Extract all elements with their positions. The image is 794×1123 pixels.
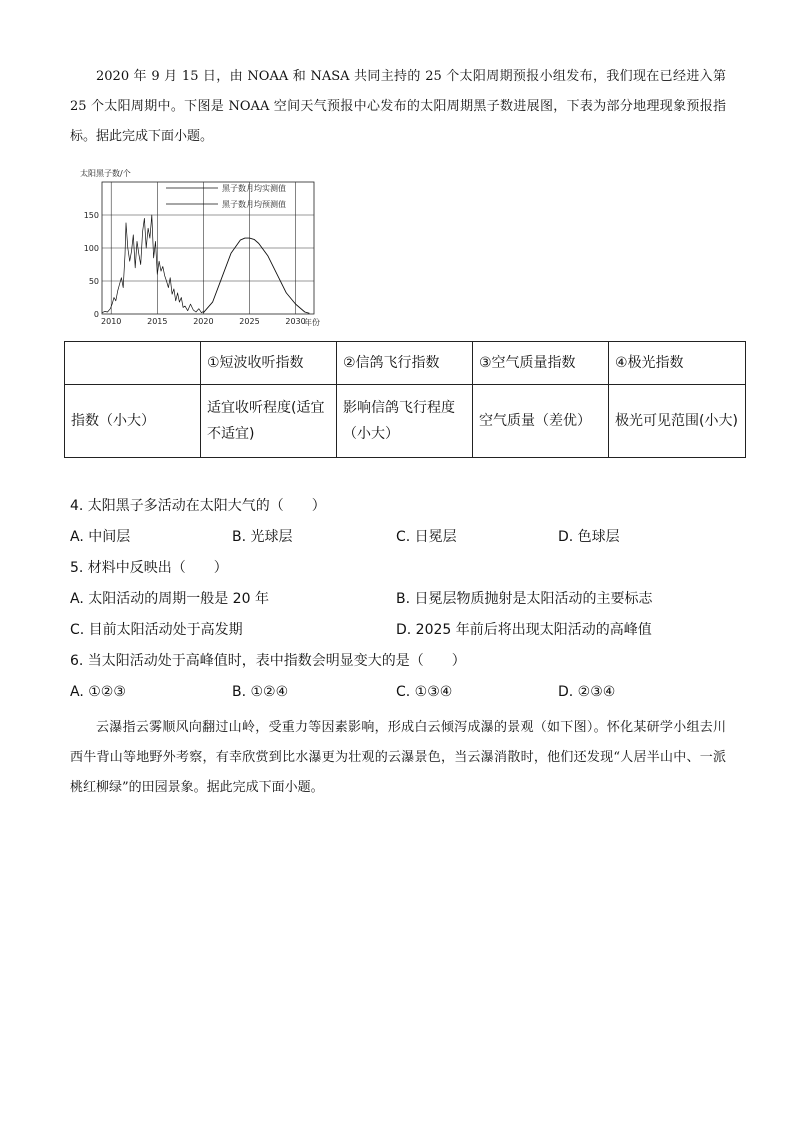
- table-cell: ①短波收听指数: [201, 342, 337, 385]
- chart-xlabel: 年份: [304, 318, 320, 327]
- option-d[interactable]: D. ②③④: [558, 684, 616, 700]
- series-line-predicted: [203, 238, 309, 313]
- table-cell: ④极光指数: [609, 342, 746, 385]
- option-b[interactable]: B. ①②④: [232, 684, 289, 700]
- table-cell: 指数（小大）: [65, 385, 201, 458]
- question-5-stem: 5. 材料中反映出（ ）: [70, 560, 228, 576]
- option-b[interactable]: B. 光球层: [232, 529, 293, 545]
- y-tick-labels: [84, 211, 99, 319]
- table-cell: 适宜收听程度(适宜不适宜): [201, 385, 337, 458]
- question-4-stem: 4. 太阳黑子多活动在太阳大气的（ ）: [70, 498, 326, 514]
- table-cell: 空气质量（差优）: [473, 385, 609, 458]
- x-tick-label: 2015: [147, 317, 168, 326]
- legend-label-predicted: 黑子数月均预测值: [222, 200, 286, 209]
- question-6-options: [70, 682, 730, 702]
- option-d[interactable]: D. 色球层: [558, 529, 620, 545]
- option-a[interactable]: A. 太阳活动的周期一般是 20 年: [70, 591, 269, 607]
- option-c[interactable]: C. 日冕层: [396, 529, 457, 545]
- table-cell: ②信鸽飞行指数: [337, 342, 473, 385]
- legend: [166, 183, 286, 209]
- table-cell: 影响信鸽飞行程度（小大）: [337, 385, 473, 458]
- question-5-options-row1: [70, 589, 730, 609]
- table-row: [65, 385, 746, 458]
- intro-paragraph-solar-cycle: 2020 年 9 月 15 日，由 NOAA 和 NASA 共同主持的 25 个太阳周期预报小组发布，我们现在已经进入第 25 个太阳周期中。下图是 NOAA 空间天气预报中心发布的太阳周期黑子数进展图，下表为部分地理现象预报指标。据此完成下面小题。: [70, 69, 726, 144]
- sunspot-number-chart: [78, 166, 328, 332]
- question-5-options-row2: [70, 620, 730, 640]
- question-4-options: [70, 527, 730, 547]
- question-6-stem: 6. 当太阳活动处于高峰值时，表中指数会明显变大的是（ ）: [70, 653, 466, 669]
- option-c[interactable]: C. ①③④: [396, 684, 453, 700]
- x-tick-label: 2010: [101, 317, 122, 326]
- x-tick-label: 2030: [285, 317, 306, 326]
- intro-paragraph-cloud-waterfall: 云瀑指云雾顺风向翻过山岭，受重力等因素影响，形成白云倾泻成瀑的景观（如下图）。怀化某研学小组去川西牛背山等地野外考察，有幸欣赏到比水瀑更为壮观的云瀑景色，当云瀑消散时，他们还发现“人居半山中、一派桃红柳绿”的田园景象。据此完成下面小题。: [70, 720, 726, 795]
- y-tick-label: 100: [83, 244, 99, 253]
- option-a[interactable]: A. ①②③: [70, 684, 126, 700]
- y-tick-label: 50: [88, 277, 99, 286]
- chart-ylabel: 太阳黑子数/个: [80, 169, 131, 178]
- legend-label-measured: 黑子数月均实测值: [222, 184, 286, 193]
- table-cell: ③空气质量指数: [473, 342, 609, 385]
- series-lines: [102, 215, 309, 313]
- table-header-row: [65, 342, 746, 385]
- x-tick-label: 2020: [193, 317, 214, 326]
- option-a[interactable]: A. 中间层: [70, 529, 131, 545]
- table-cell: 极光可见范围(小大): [609, 385, 746, 458]
- x-tick-labels: [101, 317, 306, 326]
- option-c[interactable]: C. 目前太阳活动处于高发期: [70, 622, 243, 638]
- x-tick-label: 2025: [239, 317, 260, 326]
- option-d[interactable]: D. 2025 年前后将出现太阳活动的高峰值: [396, 622, 652, 638]
- series-line-measured: [102, 215, 203, 313]
- indicator-table: [64, 341, 746, 458]
- y-tick-label: 150: [83, 211, 99, 220]
- table-cell: [65, 342, 201, 385]
- option-b[interactable]: B. 日冕层物质抛射是太阳活动的主要标志: [396, 591, 653, 607]
- y-tick-label: 0: [93, 310, 99, 319]
